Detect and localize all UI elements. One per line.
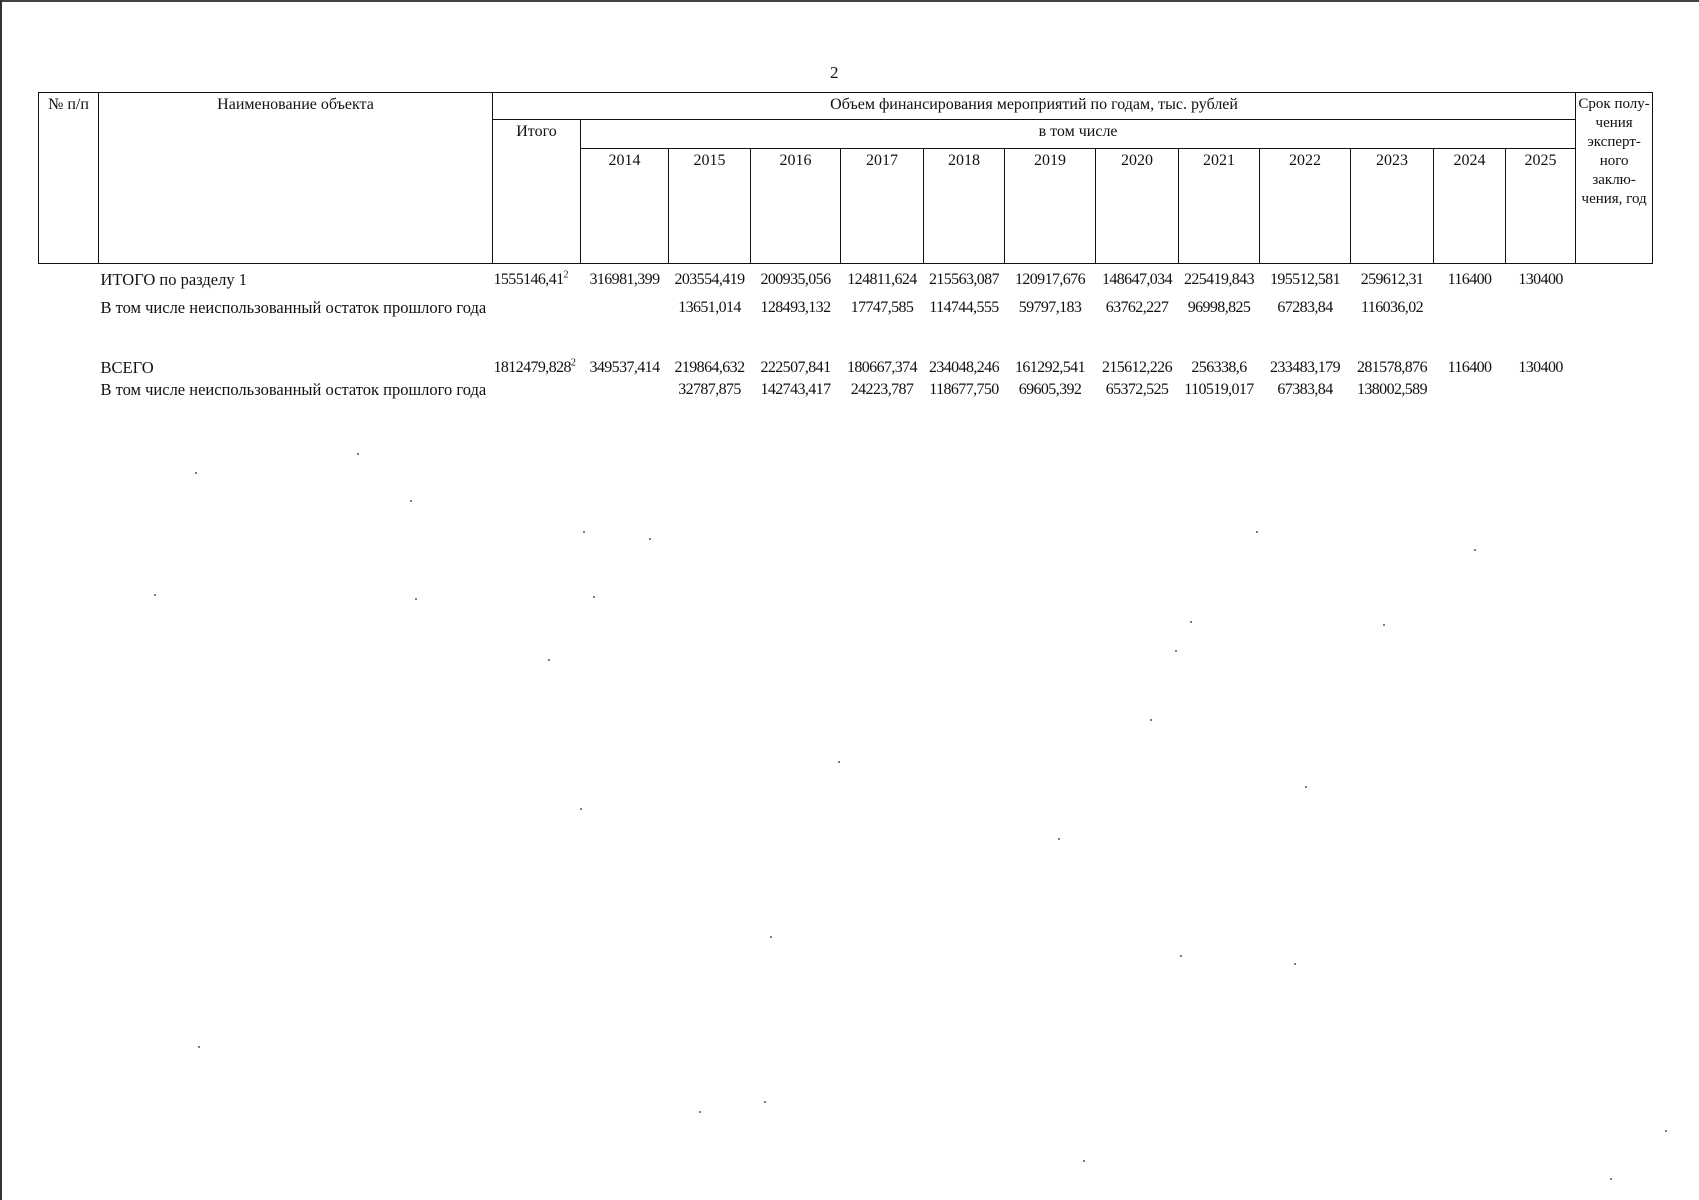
year-value: 116400 bbox=[1447, 271, 1492, 288]
year-value: 17747,585 bbox=[850, 299, 914, 316]
header-funding-title: Объем финансирования мероприятий по годам, тыс. рублей bbox=[493, 93, 1576, 120]
scan-speck bbox=[154, 594, 156, 596]
row-total-footnote: 2 bbox=[570, 357, 576, 369]
scan-speck bbox=[198, 1046, 200, 1048]
year-value bbox=[581, 378, 669, 420]
header-year: 2014 bbox=[581, 149, 669, 264]
year-value: 233483,179 bbox=[1269, 359, 1340, 376]
page-top-border bbox=[0, 0, 1699, 2]
year-value: 96998,825 bbox=[1187, 299, 1251, 316]
scan-speck bbox=[1665, 1130, 1667, 1132]
scan-speck bbox=[1083, 1160, 1085, 1162]
year-value: 130400 bbox=[1518, 359, 1563, 376]
year-value: 219864,632 bbox=[674, 359, 745, 376]
scan-speck bbox=[1610, 1178, 1612, 1180]
scan-speck bbox=[195, 472, 197, 474]
deadline-cell bbox=[1576, 358, 1653, 378]
scan-speck bbox=[1474, 549, 1476, 551]
header-year: 2024 bbox=[1434, 149, 1506, 264]
year-value: 59797,183 bbox=[1018, 299, 1082, 316]
scan-speck bbox=[548, 659, 550, 661]
header-year: 2015 bbox=[669, 149, 751, 264]
row-label: ИТОГО по разделу 1 bbox=[100, 270, 247, 289]
year-value: 130400 bbox=[1518, 271, 1563, 288]
scan-speck bbox=[1058, 838, 1060, 840]
header-year: 2018 bbox=[924, 149, 1005, 264]
row-label: ВСЕГО bbox=[100, 358, 154, 377]
year-value bbox=[581, 296, 669, 358]
row-total-value: 1812479,828 bbox=[493, 359, 571, 376]
scan-speck bbox=[838, 761, 840, 763]
deadline-cell bbox=[1576, 264, 1653, 297]
row-label: В том числе неиспользованный остаток прошлого года bbox=[100, 298, 487, 317]
scan-speck bbox=[580, 808, 582, 810]
page-number: 2 bbox=[830, 63, 839, 82]
row-total bbox=[493, 296, 581, 358]
header-year: 2023 bbox=[1351, 149, 1434, 264]
header-year: 2017 bbox=[841, 149, 924, 264]
year-value: 138002,589 bbox=[1356, 381, 1427, 398]
year-value: 120917,676 bbox=[1014, 271, 1085, 288]
year-value: 116400 bbox=[1447, 359, 1492, 376]
table-row bbox=[39, 296, 1653, 358]
scan-speck bbox=[649, 538, 651, 540]
year-value: 110519,017 bbox=[1184, 381, 1254, 398]
year-value bbox=[1506, 296, 1576, 358]
year-value bbox=[1506, 378, 1576, 420]
scan-speck bbox=[1180, 955, 1182, 957]
row-number-cell bbox=[39, 296, 99, 358]
year-value: 116036,02 bbox=[1360, 299, 1423, 316]
scan-speck bbox=[1294, 963, 1296, 965]
header-year: 2016 bbox=[751, 149, 841, 264]
year-value: 65372,525 bbox=[1105, 381, 1169, 398]
year-value: 67383,84 bbox=[1277, 381, 1333, 398]
table-row bbox=[39, 378, 1653, 420]
year-value: 281578,876 bbox=[1356, 359, 1427, 376]
scan-speck bbox=[357, 453, 359, 455]
row-total bbox=[493, 358, 581, 378]
year-value: 32787,875 bbox=[678, 381, 741, 398]
row-total bbox=[493, 264, 581, 297]
row-total-value: 1555146,41 bbox=[493, 271, 564, 288]
funding-table bbox=[38, 92, 1653, 420]
scan-speck bbox=[1150, 719, 1152, 721]
scan-speck bbox=[1305, 786, 1307, 788]
year-value: 203554,419 bbox=[674, 271, 745, 288]
row-total bbox=[493, 378, 581, 420]
scan-speck bbox=[699, 1111, 701, 1113]
header-including: в том числе bbox=[581, 120, 1576, 149]
header-row-number: № п/п bbox=[39, 93, 99, 264]
year-value: 128493,132 bbox=[760, 299, 831, 316]
deadline-cell bbox=[1576, 378, 1653, 420]
header-expert-deadline: Срок полу- чения эксперт- ного заклю- чения, год bbox=[1576, 93, 1653, 264]
year-value: 200935,056 bbox=[760, 271, 831, 288]
year-value: 222507,841 bbox=[760, 359, 831, 376]
scan-speck bbox=[583, 531, 585, 533]
page-left-border bbox=[0, 0, 2, 1200]
row-number-cell bbox=[39, 378, 99, 420]
scan-speck bbox=[1190, 621, 1192, 623]
year-value: 215563,087 bbox=[928, 271, 999, 288]
year-value: 118677,750 bbox=[929, 381, 999, 398]
year-value: 180667,374 bbox=[846, 359, 917, 376]
year-value: 24223,787 bbox=[850, 381, 914, 398]
year-value: 225419,843 bbox=[1183, 271, 1254, 288]
year-value: 114744,555 bbox=[929, 299, 999, 316]
year-value: 148647,034 bbox=[1101, 271, 1172, 288]
header-year: 2019 bbox=[1005, 149, 1096, 264]
year-value: 316981,399 bbox=[589, 271, 660, 288]
year-value: 349537,414 bbox=[589, 359, 660, 376]
scan-speck bbox=[1175, 650, 1177, 652]
year-value: 256338,6 bbox=[1191, 359, 1247, 376]
year-value: 63762,227 bbox=[1105, 299, 1169, 316]
scan-speck bbox=[770, 936, 772, 938]
year-value: 215612,226 bbox=[1101, 359, 1172, 376]
year-value: 234048,246 bbox=[928, 359, 999, 376]
scan-speck bbox=[1383, 624, 1385, 626]
year-value bbox=[1434, 296, 1506, 358]
year-value: 195512,581 bbox=[1269, 271, 1340, 288]
header-total: Итого bbox=[493, 120, 581, 264]
header-year: 2021 bbox=[1179, 149, 1260, 264]
row-number-cell bbox=[39, 264, 99, 297]
table-row bbox=[39, 264, 1653, 297]
deadline-cell bbox=[1576, 296, 1653, 358]
year-value: 67283,84 bbox=[1277, 299, 1333, 316]
header-year: 2022 bbox=[1260, 149, 1351, 264]
header-year: 2025 bbox=[1506, 149, 1576, 264]
year-value bbox=[1434, 378, 1506, 420]
header-object-name: Наименование объекта bbox=[99, 93, 493, 264]
scan-speck bbox=[410, 500, 412, 502]
scan-speck bbox=[415, 598, 417, 600]
year-value: 259612,31 bbox=[1360, 271, 1424, 288]
header-year: 2020 bbox=[1096, 149, 1179, 264]
scan-speck bbox=[764, 1101, 766, 1103]
scan-speck bbox=[1256, 531, 1258, 533]
scan-speck bbox=[593, 596, 595, 598]
table-row bbox=[39, 358, 1653, 378]
row-number-cell bbox=[39, 358, 99, 378]
row-label: В том числе неиспользованный остаток прошлого года bbox=[100, 380, 487, 399]
year-value: 161292,541 bbox=[1014, 359, 1085, 376]
year-value: 142743,417 bbox=[760, 381, 831, 398]
year-value: 124811,624 bbox=[847, 271, 917, 288]
year-value: 13651,014 bbox=[678, 299, 741, 316]
row-total-footnote: 2 bbox=[563, 269, 568, 281]
year-value: 69605,392 bbox=[1018, 381, 1082, 398]
